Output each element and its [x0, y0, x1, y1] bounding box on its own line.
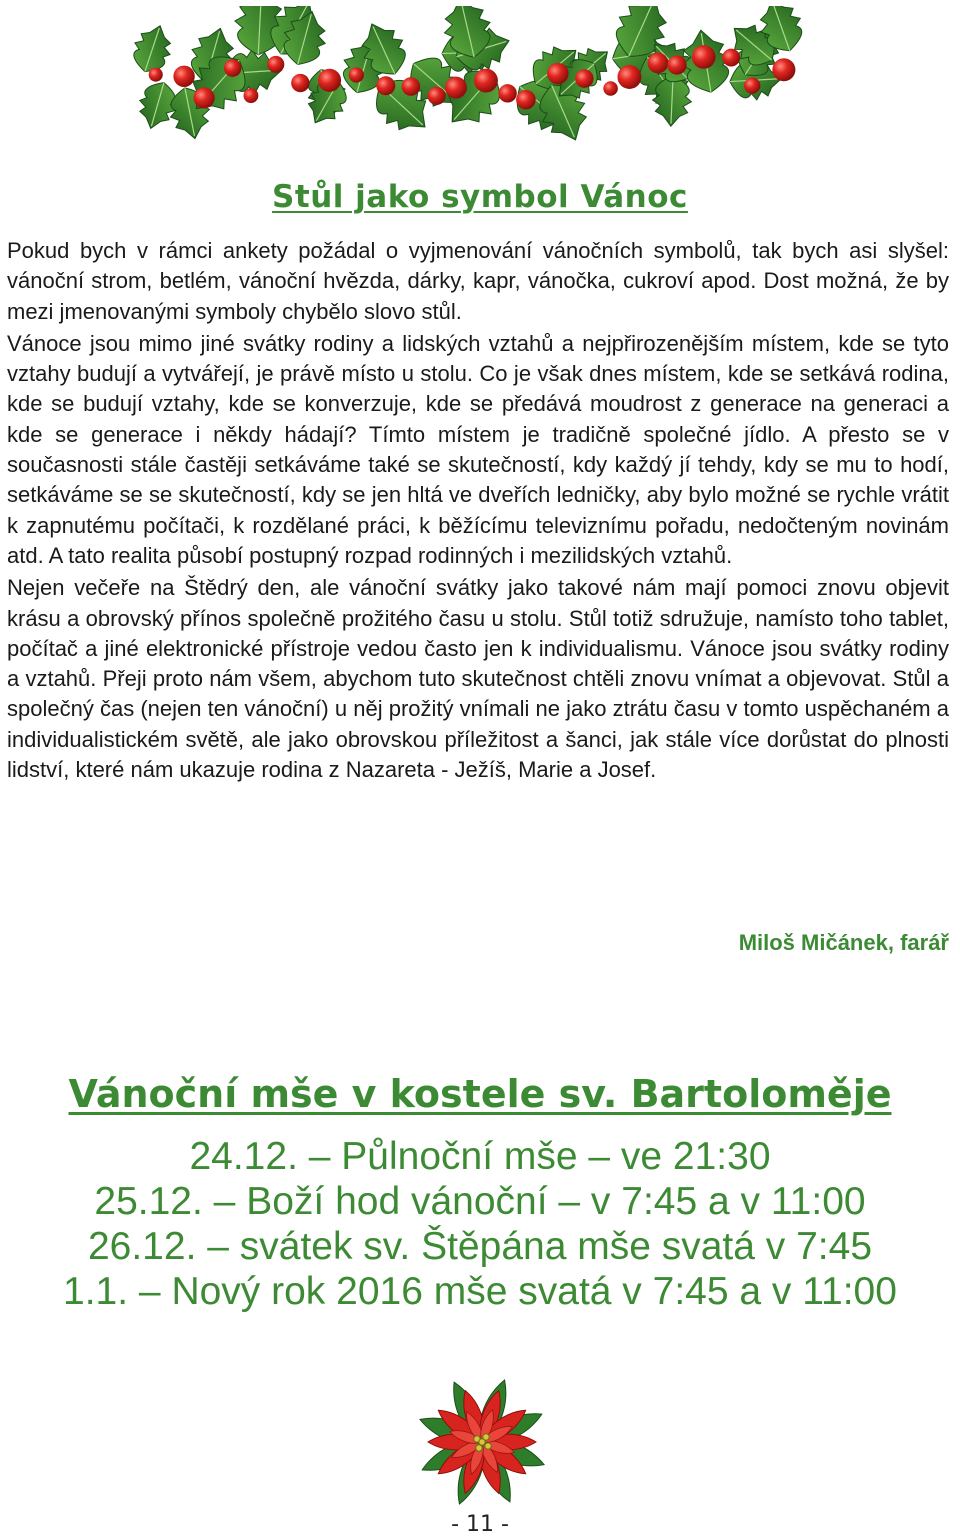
article-author: Miloš Mičánek, farář — [738, 930, 949, 955]
mass-schedule — [0, 1134, 960, 1314]
article-body — [7, 236, 949, 787]
mass-schedule-line: 1.1. – Nový rok 2016 mše svatá v 7:45 a v 11:00 — [63, 1270, 897, 1313]
mass-schedule-line: 26.12. – svátek sv. Štěpána mše svatá v 7:45 — [87, 1225, 873, 1268]
article-title: Stůl jako symbol Vánoc — [272, 178, 688, 215]
article-paragraph: Vánoce jsou mimo jiné svátky rodiny a lidských vztahů a nejpřirozenějším místem, kde se tyto vztahy budují a vytvářejí, je právě místo u stolu. Co je však dnes místem, kde se setkává rodina, kde se budují vztahy, kde se konverzuje, kde se předává moudrost z generace na generaci a kde se generace i někdy hádají? Tímto místem je tradičně společné jídlo. A přesto se v současnosti stále častěji setkáváme také se skutečností, kdy každý jí tehdy, kdy se mu to hodí, setkáváme se se skutečností, kdy se jen hltá ve dveřích ledničky, aby bylo možné se rychle vrátit k zapnutému počítači, k rozdělané práci, k běžícímu televiznímu pořadu, nedočteným novinám atd. A tato realita působí postupný rozpad rodinných i mezilidských vztahů. — [7, 330, 949, 568]
holly-garland-icon — [120, 6, 810, 146]
poinsettia-icon — [412, 1372, 552, 1512]
article-paragraph: Nejen večeře na Štědrý den, ale vánoční svátky jako takové nám mají pomoci znovu objevit krásu a obrovský přínos společně prožitého času u stolu. Stůl totiž sdružuje, namísto toho tablet, počítač a jiné elektronické přístroje vedou často jen k individualismu. Vánoce jsou svátky rodiny a vztahů. Přeji proto nám všem, abychom tuto skutečnost chtěli znovu vnímat a objevovat. Stůl a společný čas (nejen ten vánoční) u něj prožitý vnímali ne jako ztrátu času v tomto uspěchaném a individualistickém světě, ale jako obrovskou příležitost a šanci, jak stále více dorůstat do plnosti lidství, které nám ukazuje rodina z Nazareta - Ježíš, Marie a Josef. — [7, 575, 949, 783]
page-number: - 11 - — [451, 1512, 509, 1537]
article-paragraph: Pokud bych v rámci ankety požádal o vyjmenování vánočních symbolů, tak bych asi slyšel: vánoční strom, betlém, vánoční hvězda, dárky, kapr, vánočka, cukroví apod. Dost možná, že by mezi jmenovanými symboly chybělo slovo stůl. — [7, 238, 949, 324]
mass-schedule-line: 24.12. – Půlnoční mše – ve 21:30 — [189, 1135, 771, 1178]
masses-title: Vánoční mše v kostele sv. Bartoloměje — [68, 1071, 892, 1116]
mass-schedule-line: 25.12. – Boží hod vánoční – v 7:45 a v 11:00 — [94, 1180, 866, 1223]
